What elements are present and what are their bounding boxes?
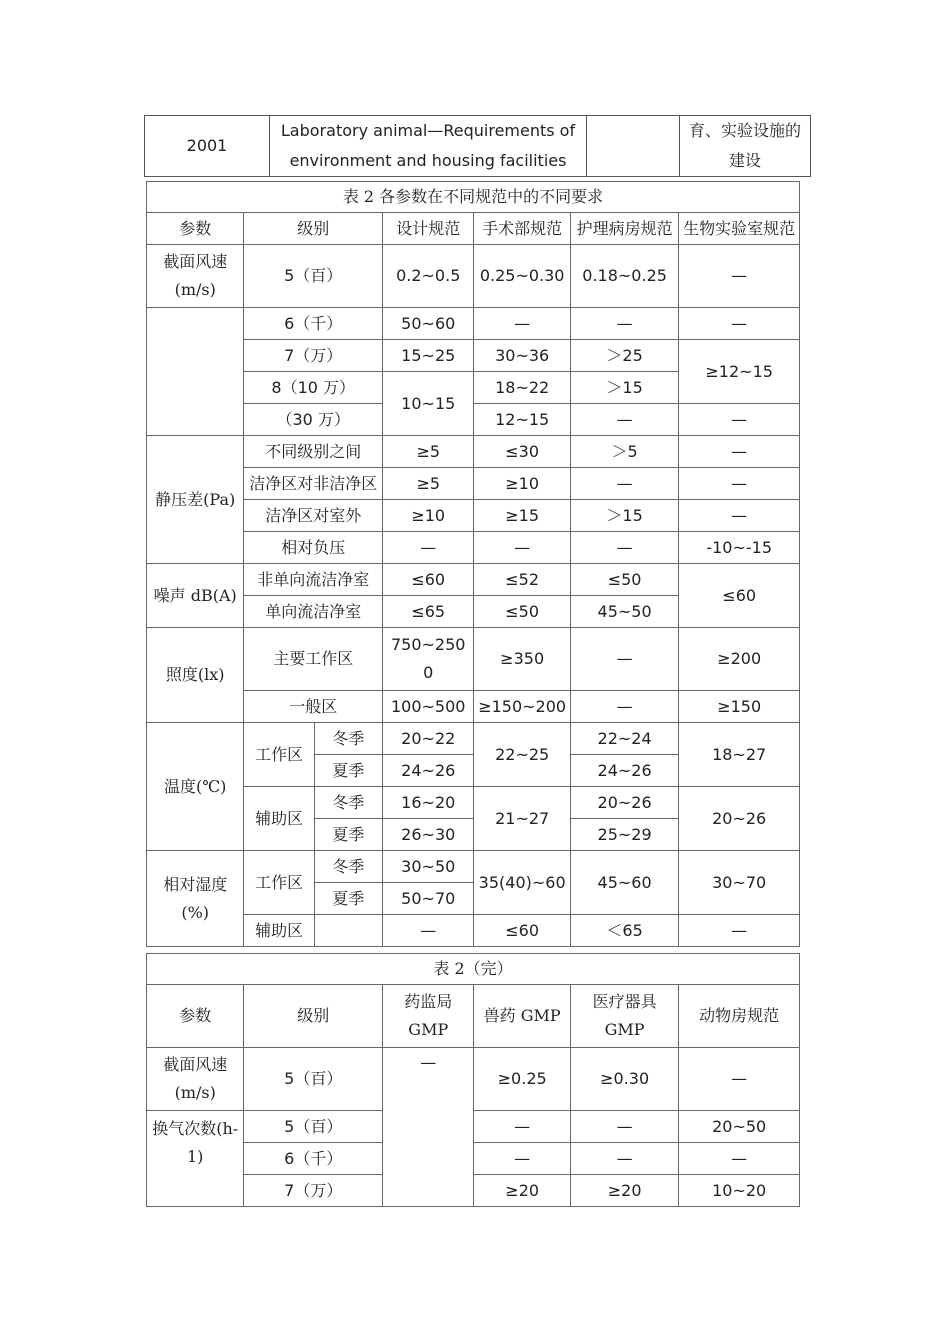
value-cell: ≥20 <box>474 1175 570 1207</box>
value-cell: ≥150 <box>679 691 800 723</box>
value-cell: — <box>679 500 800 532</box>
param-airspeed-line2: (m/s) <box>174 280 216 299</box>
value-cell: 18~22 <box>474 372 570 404</box>
value-cell: 30~70 <box>679 851 800 915</box>
value-cell: ≤50 <box>474 596 570 628</box>
value-cell: — <box>679 245 800 308</box>
table-row <box>147 245 800 308</box>
param-humidity <box>147 851 244 947</box>
value-cell: ＞5 <box>570 436 678 468</box>
param-airchange-blank <box>147 308 244 436</box>
table-row <box>147 1048 800 1111</box>
value-cell: 18~27 <box>679 723 800 787</box>
value-cell: 30~50 <box>383 851 474 883</box>
value-cell: ＞25 <box>570 340 678 372</box>
header-level: 级别 <box>244 985 383 1048</box>
header-biolab-spec: 生物实验室规范 <box>679 213 800 245</box>
table-row <box>147 723 800 755</box>
zone-cell: 辅助区 <box>244 787 314 851</box>
season-cell: 夏季 <box>314 755 382 787</box>
table-row <box>147 564 800 596</box>
value-cell: 22~25 <box>474 723 570 787</box>
param-humidity-line1: 相对湿度 <box>163 874 228 894</box>
value-cell: 22~24 <box>570 723 678 755</box>
season-cell: 冬季 <box>314 723 382 755</box>
level-cell: 主要工作区 <box>244 628 383 691</box>
table-row <box>147 691 800 723</box>
value-cell: 15~25 <box>383 340 474 372</box>
value-cell: — <box>679 468 800 500</box>
value-cell: — <box>570 532 678 564</box>
table-caption-row <box>147 954 800 985</box>
value-cell: 20~22 <box>383 723 474 755</box>
value-cell: 24~26 <box>383 755 474 787</box>
value-cell: — <box>383 532 474 564</box>
level-cell: 6（千） <box>244 308 383 340</box>
value-cell: 0.25~0.30 <box>474 245 570 308</box>
value-cell: — <box>570 628 678 691</box>
season-cell-blank <box>314 915 382 947</box>
value-cell: ≤52 <box>474 564 570 596</box>
value-cell: ≤65 <box>383 596 474 628</box>
value-cell: — <box>570 308 678 340</box>
table-row <box>147 1111 800 1143</box>
level-cell: 8（10 万） <box>244 372 383 404</box>
value-cell: 16~20 <box>383 787 474 819</box>
value-cell: ≤60 <box>474 915 570 947</box>
header-ward-spec: 护理病房规范 <box>570 213 678 245</box>
level-cell: 5（百） <box>244 1048 383 1111</box>
header-vet-gmp: 兽药 GMP <box>474 985 570 1048</box>
param-illumination: 照度(lx) <box>147 628 244 723</box>
value-cell: ≥20 <box>570 1175 678 1207</box>
value-line1: 750~250 <box>390 635 466 654</box>
table-row <box>147 851 800 883</box>
value-cell: 50~70 <box>383 883 474 915</box>
value-cell: — <box>679 1048 800 1111</box>
value-cell: ≥150~200 <box>474 691 570 723</box>
value-cell: ≤60 <box>383 564 474 596</box>
value-cell: ≥5 <box>383 468 474 500</box>
param-airchange <box>147 1111 244 1207</box>
level-cell: 洁净区对非洁净区 <box>244 468 383 500</box>
table-header-row <box>147 985 800 1048</box>
value-cell: ≥0.30 <box>570 1048 678 1111</box>
level-cell: 7（万） <box>244 1175 383 1207</box>
value-cell: — <box>679 915 800 947</box>
param-temperature: 温度(℃) <box>147 723 244 851</box>
season-cell: 夏季 <box>314 819 382 851</box>
header-line1: 药监局 <box>404 992 453 1011</box>
season-cell: 冬季 <box>314 851 382 883</box>
value-cell: — <box>570 1143 678 1175</box>
table-row <box>147 468 800 500</box>
level-cell: 非单向流洁净室 <box>244 564 383 596</box>
table-row <box>147 787 800 819</box>
value-cell: 30~36 <box>474 340 570 372</box>
param-airspeed <box>147 1048 244 1111</box>
table-header-row <box>147 213 800 245</box>
table-row <box>147 436 800 468</box>
value-cell: ＞15 <box>570 372 678 404</box>
header-param: 参数 <box>147 213 244 245</box>
header-line2: GMP <box>408 1020 449 1039</box>
value-cell: 100~500 <box>383 691 474 723</box>
value-cell: 24~26 <box>570 755 678 787</box>
value-cell: 10~15 <box>383 372 474 436</box>
header-animal-house-spec: 动物房规范 <box>679 985 800 1048</box>
standard-title-line2: environment and housing facilities <box>289 151 567 170</box>
value-cell: ＜65 <box>570 915 678 947</box>
table-row <box>147 1143 800 1175</box>
header-surgery-spec: 手术部规范 <box>474 213 570 245</box>
level-cell: 单向流洁净室 <box>244 596 383 628</box>
table-row <box>147 500 800 532</box>
level-cell: 6（千） <box>244 1143 383 1175</box>
value-cell: 10~20 <box>679 1175 800 1207</box>
standard-note-cell <box>680 116 811 177</box>
value-cell: 50~60 <box>383 308 474 340</box>
param-noise: 噪声 dB(A) <box>147 564 244 628</box>
previous-table-fragment <box>144 115 811 177</box>
standard-year-cell <box>145 116 270 177</box>
header-level: 级别 <box>244 213 383 245</box>
table-row <box>147 1175 800 1207</box>
param-pressure: 静压差(Pa) <box>147 436 244 564</box>
header-line2: GMP <box>604 1020 645 1039</box>
value-cell: — <box>570 691 678 723</box>
table-row <box>147 404 800 436</box>
level-cell: （30 万） <box>244 404 383 436</box>
season-cell: 冬季 <box>314 787 382 819</box>
value-line2: 0 <box>423 663 434 682</box>
header-drug-gmp <box>383 985 474 1048</box>
param-line1: 截面风速 <box>163 1055 228 1074</box>
table-row <box>145 116 811 177</box>
value-cell: 12~15 <box>474 404 570 436</box>
zone-cell: 辅助区 <box>244 915 314 947</box>
value-cell <box>383 628 474 691</box>
value-cell: -10~-15 <box>679 532 800 564</box>
standard-note-line1: 育、实验设施的 <box>688 121 801 140</box>
standard-title-line1: Laboratory animal—Requirements of <box>280 121 576 140</box>
value-cell: — <box>474 308 570 340</box>
header-line1: 医疗器具 <box>592 992 657 1011</box>
value-cell: — <box>474 532 570 564</box>
value-cell: — <box>383 915 474 947</box>
zone-cell: 工作区 <box>244 851 314 915</box>
param-line2: 1) <box>187 1147 204 1166</box>
value-cell: ≥200 <box>679 628 800 691</box>
level-cell: 相对负压 <box>244 532 383 564</box>
param-airspeed <box>147 245 244 308</box>
value-cell: ≤50 <box>570 564 678 596</box>
zone-cell: 工作区 <box>244 723 314 787</box>
header-param: 参数 <box>147 985 244 1048</box>
value-cell: — <box>570 404 678 436</box>
table-row <box>147 532 800 564</box>
param-humidity-line2: (%) <box>181 902 210 922</box>
table-caption: 表 2 各参数在不同规范中的不同要求 <box>147 182 800 213</box>
value-cell: — <box>383 1048 474 1207</box>
value-cell: 35(40)~60 <box>474 851 570 915</box>
level-cell: 不同级别之间 <box>244 436 383 468</box>
value-cell: 20~50 <box>679 1111 800 1143</box>
level-cell: 洁净区对室外 <box>244 500 383 532</box>
value-cell: ≥10 <box>474 468 570 500</box>
parameter-requirements-table-continued <box>146 953 800 1207</box>
value-cell: ≥350 <box>474 628 570 691</box>
value-cell: — <box>474 1111 570 1143</box>
table-caption: 表 2（完） <box>147 954 800 985</box>
season-cell: 夏季 <box>314 883 382 915</box>
standard-title-cell <box>270 116 587 177</box>
value-cell: ≤60 <box>679 564 800 628</box>
value-cell: 0.2~0.5 <box>383 245 474 308</box>
table-row <box>147 628 800 691</box>
value-cell: 21~27 <box>474 787 570 851</box>
param-airspeed-line1: 截面风速 <box>163 252 228 271</box>
value-cell: — <box>570 468 678 500</box>
value-cell: 45~60 <box>570 851 678 915</box>
value-cell: — <box>679 404 800 436</box>
blank-cell <box>587 116 680 177</box>
value-cell: 45~50 <box>570 596 678 628</box>
value-cell: — <box>679 1143 800 1175</box>
param-line1: 换气次数(h- <box>152 1119 239 1138</box>
header-design-spec: 设计规范 <box>383 213 474 245</box>
value-cell: ≥5 <box>383 436 474 468</box>
table-row <box>147 915 800 947</box>
value-cell: 25~29 <box>570 819 678 851</box>
header-medical-device-gmp <box>570 985 678 1048</box>
value-cell: — <box>679 436 800 468</box>
value-cell: ≥12~15 <box>679 340 800 404</box>
value-cell: ≥15 <box>474 500 570 532</box>
level-cell: 一般区 <box>244 691 383 723</box>
value-cell: 20~26 <box>570 787 678 819</box>
value-cell: ≥10 <box>383 500 474 532</box>
table-row <box>147 308 800 340</box>
level-cell: 7（万） <box>244 340 383 372</box>
level-cell: 5（百） <box>244 1111 383 1143</box>
table-caption-row <box>147 182 800 213</box>
value-cell: 26~30 <box>383 819 474 851</box>
value-cell: — <box>474 1143 570 1175</box>
value-cell: — <box>679 308 800 340</box>
value-cell: 0.18~0.25 <box>570 245 678 308</box>
value-cell: ≤30 <box>474 436 570 468</box>
standard-year: 2001 <box>186 136 228 155</box>
table-row <box>147 340 800 372</box>
param-line2: (m/s) <box>174 1083 216 1102</box>
value-cell: ≥0.25 <box>474 1048 570 1111</box>
value-cell: — <box>570 1111 678 1143</box>
value-cell: 20~26 <box>679 787 800 851</box>
parameter-requirements-table <box>146 181 800 947</box>
value-cell: ＞15 <box>570 500 678 532</box>
standard-note-line2: 建设 <box>728 151 761 170</box>
level-cell: 5（百） <box>244 245 383 308</box>
